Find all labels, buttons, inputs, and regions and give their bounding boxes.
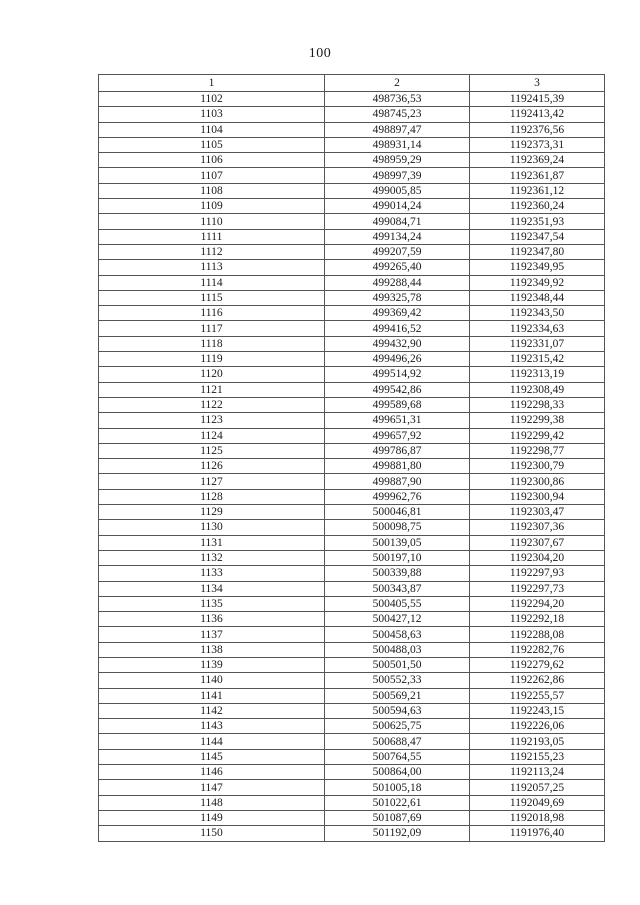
table-row xyxy=(99,826,605,841)
y-coordinate-cell: 1192282,76 xyxy=(470,642,605,657)
table-row xyxy=(99,810,605,825)
point-number-cell: 1110 xyxy=(99,214,325,229)
y-coordinate-cell: 1192297,93 xyxy=(470,566,605,581)
table-row xyxy=(99,719,605,734)
table-row xyxy=(99,657,605,672)
x-coordinate-cell: 498959,29 xyxy=(325,153,470,168)
x-coordinate-cell: 500625,75 xyxy=(325,719,470,734)
x-coordinate-cell: 500764,55 xyxy=(325,749,470,764)
point-number-cell: 1126 xyxy=(99,459,325,474)
x-coordinate-cell: 499325,78 xyxy=(325,290,470,305)
x-coordinate-cell: 501022,61 xyxy=(325,795,470,810)
y-coordinate-cell: 1192262,86 xyxy=(470,673,605,688)
y-coordinate-cell: 1192297,73 xyxy=(470,581,605,596)
table-row xyxy=(99,275,605,290)
point-number-cell: 1136 xyxy=(99,612,325,627)
point-number-cell: 1149 xyxy=(99,810,325,825)
table-row xyxy=(99,168,605,183)
y-coordinate-cell: 1192331,07 xyxy=(470,336,605,351)
y-coordinate-cell: 1192288,08 xyxy=(470,627,605,642)
table-row xyxy=(99,336,605,351)
table-row xyxy=(99,642,605,657)
point-number-cell: 1139 xyxy=(99,657,325,672)
point-number-cell: 1127 xyxy=(99,474,325,489)
point-number-cell: 1105 xyxy=(99,137,325,152)
x-coordinate-cell: 499265,40 xyxy=(325,260,470,275)
point-number-cell: 1109 xyxy=(99,199,325,214)
x-coordinate-cell: 500046,81 xyxy=(325,505,470,520)
table-row xyxy=(99,459,605,474)
table-row xyxy=(99,137,605,152)
y-coordinate-cell: 1192226,06 xyxy=(470,719,605,734)
y-coordinate-cell: 1192349,92 xyxy=(470,275,605,290)
table-row xyxy=(99,474,605,489)
table-row xyxy=(99,428,605,443)
x-coordinate-cell: 499134,24 xyxy=(325,229,470,244)
header-row xyxy=(99,75,605,92)
x-coordinate-cell: 499416,52 xyxy=(325,321,470,336)
y-coordinate-cell: 1192348,44 xyxy=(470,290,605,305)
table-row xyxy=(99,566,605,581)
table-row xyxy=(99,382,605,397)
x-coordinate-cell: 498897,47 xyxy=(325,122,470,137)
y-coordinate-cell: 1192361,12 xyxy=(470,183,605,198)
y-coordinate-cell: 1192369,24 xyxy=(470,153,605,168)
point-number-cell: 1115 xyxy=(99,290,325,305)
table-row xyxy=(99,703,605,718)
x-coordinate-cell: 499432,90 xyxy=(325,336,470,351)
table-row xyxy=(99,749,605,764)
table-row xyxy=(99,795,605,810)
point-number-cell: 1103 xyxy=(99,107,325,122)
point-number-cell: 1133 xyxy=(99,566,325,581)
page-number: 100 xyxy=(308,46,332,61)
point-number-cell: 1116 xyxy=(99,306,325,321)
point-number-cell: 1118 xyxy=(99,336,325,351)
y-coordinate-cell: 1192193,05 xyxy=(470,734,605,749)
table-row xyxy=(99,244,605,259)
coordinates-table xyxy=(98,74,605,842)
x-coordinate-cell: 500343,87 xyxy=(325,581,470,596)
x-coordinate-cell: 498997,39 xyxy=(325,168,470,183)
point-number-cell: 1108 xyxy=(99,183,325,198)
x-coordinate-cell: 500569,21 xyxy=(325,688,470,703)
point-number-cell: 1147 xyxy=(99,780,325,795)
y-coordinate-cell: 1192155,23 xyxy=(470,749,605,764)
y-coordinate-cell: 1192018,98 xyxy=(470,810,605,825)
x-coordinate-cell: 501005,18 xyxy=(325,780,470,795)
y-coordinate-cell: 1192349,95 xyxy=(470,260,605,275)
table-row xyxy=(99,352,605,367)
table-body xyxy=(99,92,605,842)
table-row xyxy=(99,199,605,214)
table-row xyxy=(99,321,605,336)
column-header-3: 3 xyxy=(470,75,605,92)
x-coordinate-cell: 499005,85 xyxy=(325,183,470,198)
y-coordinate-cell: 1192299,38 xyxy=(470,413,605,428)
table-row xyxy=(99,413,605,428)
point-number-cell: 1128 xyxy=(99,489,325,504)
y-coordinate-cell: 1192300,94 xyxy=(470,489,605,504)
y-coordinate-cell: 1192315,42 xyxy=(470,352,605,367)
x-coordinate-cell: 498736,53 xyxy=(325,92,470,107)
point-number-cell: 1112 xyxy=(99,244,325,259)
table-row xyxy=(99,306,605,321)
point-number-cell: 1142 xyxy=(99,703,325,718)
x-coordinate-cell: 500139,05 xyxy=(325,535,470,550)
point-number-cell: 1113 xyxy=(99,260,325,275)
table-row xyxy=(99,107,605,122)
x-coordinate-cell: 499514,92 xyxy=(325,367,470,382)
x-coordinate-cell: 500552,33 xyxy=(325,673,470,688)
point-number-cell: 1102 xyxy=(99,92,325,107)
x-coordinate-cell: 500339,88 xyxy=(325,566,470,581)
x-coordinate-cell: 500405,55 xyxy=(325,596,470,611)
x-coordinate-cell: 499014,24 xyxy=(325,199,470,214)
table-row xyxy=(99,229,605,244)
x-coordinate-cell: 500197,10 xyxy=(325,550,470,565)
x-coordinate-cell: 498745,23 xyxy=(325,107,470,122)
point-number-cell: 1141 xyxy=(99,688,325,703)
table-row xyxy=(99,550,605,565)
point-number-cell: 1144 xyxy=(99,734,325,749)
x-coordinate-cell: 500594,63 xyxy=(325,703,470,718)
y-coordinate-cell: 1192303,47 xyxy=(470,505,605,520)
table-row xyxy=(99,290,605,305)
table-row xyxy=(99,505,605,520)
point-number-cell: 1143 xyxy=(99,719,325,734)
x-coordinate-cell: 499084,71 xyxy=(325,214,470,229)
y-coordinate-cell: 1192334,63 xyxy=(470,321,605,336)
y-coordinate-cell: 1192057,25 xyxy=(470,780,605,795)
x-coordinate-cell: 498931,14 xyxy=(325,137,470,152)
y-coordinate-cell: 1192294,20 xyxy=(470,596,605,611)
y-coordinate-cell: 1192299,42 xyxy=(470,428,605,443)
x-coordinate-cell: 499651,31 xyxy=(325,413,470,428)
point-number-cell: 1104 xyxy=(99,122,325,137)
table-row xyxy=(99,214,605,229)
y-coordinate-cell: 1192113,24 xyxy=(470,765,605,780)
point-number-cell: 1123 xyxy=(99,413,325,428)
point-number-cell: 1134 xyxy=(99,581,325,596)
y-coordinate-cell: 1192243,15 xyxy=(470,703,605,718)
point-number-cell: 1150 xyxy=(99,826,325,841)
table-row xyxy=(99,397,605,412)
y-coordinate-cell: 1192373,31 xyxy=(470,137,605,152)
x-coordinate-cell: 500688,47 xyxy=(325,734,470,749)
y-coordinate-cell: 1192351,93 xyxy=(470,214,605,229)
y-coordinate-cell: 1192255,57 xyxy=(470,688,605,703)
y-coordinate-cell: 1192347,54 xyxy=(470,229,605,244)
point-number-cell: 1122 xyxy=(99,397,325,412)
table-row xyxy=(99,612,605,627)
point-number-cell: 1114 xyxy=(99,275,325,290)
point-number-cell: 1117 xyxy=(99,321,325,336)
x-coordinate-cell: 499887,90 xyxy=(325,474,470,489)
y-coordinate-cell: 1192308,49 xyxy=(470,382,605,397)
point-number-cell: 1124 xyxy=(99,428,325,443)
x-coordinate-cell: 501192,09 xyxy=(325,826,470,841)
point-number-cell: 1138 xyxy=(99,642,325,657)
x-coordinate-cell: 500458,63 xyxy=(325,627,470,642)
x-coordinate-cell: 499369,42 xyxy=(325,306,470,321)
x-coordinate-cell: 499542,86 xyxy=(325,382,470,397)
x-coordinate-cell: 499589,68 xyxy=(325,397,470,412)
point-number-cell: 1120 xyxy=(99,367,325,382)
y-coordinate-cell: 1192360,24 xyxy=(470,199,605,214)
y-coordinate-cell: 1192292,18 xyxy=(470,612,605,627)
point-number-cell: 1132 xyxy=(99,550,325,565)
table-row xyxy=(99,734,605,749)
point-number-cell: 1130 xyxy=(99,520,325,535)
table-row xyxy=(99,535,605,550)
y-coordinate-cell: 1192304,20 xyxy=(470,550,605,565)
y-coordinate-cell: 1192376,56 xyxy=(470,122,605,137)
table-row xyxy=(99,581,605,596)
table-row xyxy=(99,688,605,703)
y-coordinate-cell: 1192307,67 xyxy=(470,535,605,550)
y-coordinate-cell: 1192347,80 xyxy=(470,244,605,259)
table-row xyxy=(99,765,605,780)
x-coordinate-cell: 500501,50 xyxy=(325,657,470,672)
y-coordinate-cell: 1192313,19 xyxy=(470,367,605,382)
point-number-cell: 1107 xyxy=(99,168,325,183)
point-number-cell: 1137 xyxy=(99,627,325,642)
y-coordinate-cell: 1192415,39 xyxy=(470,92,605,107)
x-coordinate-cell: 499288,44 xyxy=(325,275,470,290)
x-coordinate-cell: 500488,03 xyxy=(325,642,470,657)
table-row xyxy=(99,520,605,535)
point-number-cell: 1148 xyxy=(99,795,325,810)
table-row xyxy=(99,92,605,107)
x-coordinate-cell: 500098,75 xyxy=(325,520,470,535)
y-coordinate-cell: 1192049,69 xyxy=(470,795,605,810)
table-row xyxy=(99,153,605,168)
point-number-cell: 1119 xyxy=(99,352,325,367)
x-coordinate-cell: 500427,12 xyxy=(325,612,470,627)
table-header xyxy=(99,75,605,92)
x-coordinate-cell: 500864,00 xyxy=(325,765,470,780)
y-coordinate-cell: 1192361,87 xyxy=(470,168,605,183)
x-coordinate-cell: 501087,69 xyxy=(325,810,470,825)
table-row xyxy=(99,183,605,198)
y-coordinate-cell: 1192298,77 xyxy=(470,443,605,458)
y-coordinate-cell: 1192279,62 xyxy=(470,657,605,672)
column-header-2: 2 xyxy=(325,75,470,92)
y-coordinate-cell: 1192300,86 xyxy=(470,474,605,489)
point-number-cell: 1129 xyxy=(99,505,325,520)
point-number-cell: 1111 xyxy=(99,229,325,244)
table-row xyxy=(99,596,605,611)
point-number-cell: 1125 xyxy=(99,443,325,458)
point-number-cell: 1146 xyxy=(99,765,325,780)
y-coordinate-cell: 1192343,50 xyxy=(470,306,605,321)
table-row xyxy=(99,260,605,275)
x-coordinate-cell: 499496,26 xyxy=(325,352,470,367)
point-number-cell: 1145 xyxy=(99,749,325,764)
x-coordinate-cell: 499962,76 xyxy=(325,489,470,504)
y-coordinate-cell: 1192298,33 xyxy=(470,397,605,412)
y-coordinate-cell: 1192413,42 xyxy=(470,107,605,122)
y-coordinate-cell: 1191976,40 xyxy=(470,826,605,841)
y-coordinate-cell: 1192307,36 xyxy=(470,520,605,535)
point-number-cell: 1131 xyxy=(99,535,325,550)
point-number-cell: 1140 xyxy=(99,673,325,688)
table-row xyxy=(99,367,605,382)
x-coordinate-cell: 499657,92 xyxy=(325,428,470,443)
table-row xyxy=(99,122,605,137)
table-row xyxy=(99,627,605,642)
x-coordinate-cell: 499881,80 xyxy=(325,459,470,474)
y-coordinate-cell: 1192300,79 xyxy=(470,459,605,474)
table-row xyxy=(99,443,605,458)
table-row xyxy=(99,780,605,795)
point-number-cell: 1106 xyxy=(99,153,325,168)
x-coordinate-cell: 499207,59 xyxy=(325,244,470,259)
x-coordinate-cell: 499786,87 xyxy=(325,443,470,458)
table-row xyxy=(99,673,605,688)
point-number-cell: 1135 xyxy=(99,596,325,611)
column-header-1: 1 xyxy=(99,75,325,92)
table-row xyxy=(99,489,605,504)
point-number-cell: 1121 xyxy=(99,382,325,397)
